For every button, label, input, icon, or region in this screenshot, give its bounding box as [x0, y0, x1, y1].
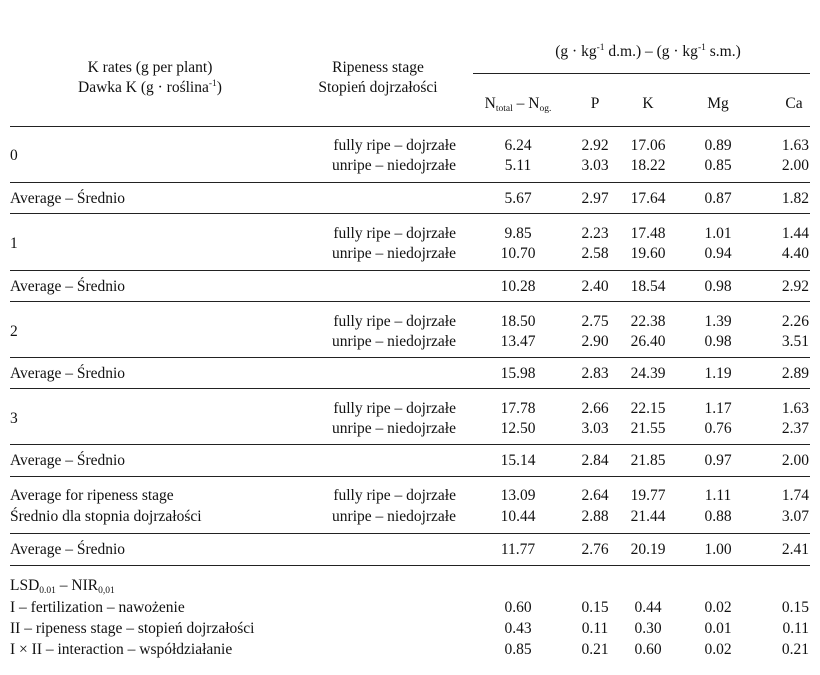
lsd-p: 0.15: [581, 599, 609, 616]
lsd-p: 0.21: [581, 641, 609, 658]
stage-average-label-pl: Średnio dla stopnia dojrzałości: [10, 508, 202, 525]
stage-label: fully ripe – dojrzałe: [333, 137, 456, 154]
stage-label: fully ripe – dojrzałe: [333, 313, 456, 330]
avg-p: 2.40: [581, 278, 609, 295]
cell-k: 17.06: [630, 137, 666, 154]
header-k-rates-pl: Dawka K (g · roślina$^{-1}$): [78, 79, 222, 96]
cell-p: 2.90: [581, 333, 609, 350]
rule: [10, 357, 810, 358]
avg-mg: 1.00: [704, 541, 732, 558]
cell-ca: 2.37: [781, 420, 809, 437]
avg-p: 2.83: [581, 365, 609, 382]
stage-label: unripe – niedojrzałe: [332, 420, 456, 437]
lsd-k: 0.44: [634, 599, 662, 616]
grand-average-label: Average – Średnio: [10, 541, 126, 558]
lsd-mg: 0.02: [704, 599, 732, 616]
rule: [10, 444, 810, 445]
cell-n: 13.47: [500, 333, 536, 350]
average-label: Average – Średnio: [10, 278, 126, 295]
avg-ca: 2.41: [781, 541, 809, 558]
stage-average-label-en: Average for ripeness stage: [10, 487, 174, 504]
avg-n: 15.98: [500, 365, 536, 382]
stage-label: unripe – niedojrzałe: [332, 508, 456, 525]
cell-n: 17.78: [500, 400, 536, 417]
header-ripeness-pl: Stopień dojrzałości: [318, 79, 438, 96]
lsd-mg: 0.01: [704, 620, 732, 637]
cell-mg: 1.11: [704, 487, 732, 504]
cell-n: 10.70: [500, 245, 536, 262]
header-ripeness-en: Ripeness stage: [332, 59, 424, 76]
lsd-ca: 0.21: [781, 641, 809, 658]
cell-n: 5.11: [504, 157, 532, 174]
cell-mg: 0.76: [704, 420, 732, 437]
cell-ca: 3.51: [781, 333, 809, 350]
cell-k: 19.77: [630, 487, 666, 504]
avg-n: 15.14: [500, 452, 536, 469]
cell-p: 2.23: [581, 225, 609, 242]
stage-label: unripe – niedojrzałe: [332, 333, 456, 350]
cell-ca: 4.40: [781, 245, 809, 262]
lsd-mg: 0.02: [704, 641, 732, 658]
cell-mg: 0.98: [704, 333, 732, 350]
avg-n: 11.77: [500, 541, 536, 558]
avg-ca: 2.00: [781, 452, 809, 469]
rule: [10, 388, 810, 389]
stage-label: fully ripe – dojrzałe: [333, 487, 456, 504]
header-k-col: K: [642, 95, 654, 112]
avg-k: 20.19: [630, 541, 666, 558]
cell-ca: 1.44: [781, 225, 809, 242]
cell-k: 22.38: [630, 313, 666, 330]
header-subrule: [473, 73, 810, 74]
avg-k: 24.39: [630, 365, 666, 382]
cell-mg: 0.94: [704, 245, 732, 262]
avg-p: 2.76: [581, 541, 609, 558]
cell-n: 10.44: [500, 508, 536, 525]
avg-ca: 2.89: [781, 365, 809, 382]
cell-p: 2.88: [581, 508, 609, 525]
avg-n: 5.67: [504, 190, 532, 207]
rule-header-bottom: [10, 126, 810, 127]
cell-ca: 1.63: [781, 137, 809, 154]
cell-k: 18.22: [630, 157, 666, 174]
lsd-ca: 0.11: [782, 620, 809, 637]
stage-label: fully ripe – dojrzałe: [333, 400, 456, 417]
rule: [10, 182, 810, 183]
cell-mg: 0.89: [704, 137, 732, 154]
cell-ca: 1.63: [781, 400, 809, 417]
avg-ca: 2.92: [781, 278, 809, 295]
lsd-p: 0.11: [581, 620, 609, 637]
rule: [10, 270, 810, 271]
avg-mg: 0.98: [704, 278, 732, 295]
avg-ca: 1.82: [781, 190, 809, 207]
cell-k: 21.44: [630, 508, 666, 525]
cell-p: 2.75: [581, 313, 609, 330]
header-n-col: $N_{total} - N_{og.}$: [484, 95, 552, 114]
header-ca-col: Ca: [785, 95, 803, 112]
avg-n: 10.28: [500, 278, 536, 295]
cell-mg: 1.01: [704, 225, 732, 242]
header-units: ($g \cdot kg^{-1}$ $d.m.) - (g \cdot kg^{-1}$ s.m.): [555, 43, 741, 60]
cell-n: 12.50: [500, 420, 536, 437]
cell-mg: 0.85: [704, 157, 732, 174]
avg-mg: 1.19: [704, 365, 732, 382]
rate-label: 3: [10, 410, 18, 427]
cell-mg: 0.88: [704, 508, 732, 525]
lsd-row-label: I – fertilization – nawożenie: [10, 599, 185, 616]
cell-n: 13.09: [500, 487, 536, 504]
rule: [10, 533, 810, 534]
cell-p: 2.64: [581, 487, 609, 504]
lsd-k: 0.60: [634, 641, 662, 658]
avg-mg: 0.97: [704, 452, 732, 469]
avg-k: 18.54: [630, 278, 666, 295]
rule: [10, 476, 810, 477]
stage-label: fully ripe – dojrzałe: [333, 225, 456, 242]
average-label: Average – Średnio: [10, 365, 126, 382]
cell-k: 21.55: [630, 420, 666, 437]
cell-k: 17.48: [630, 225, 666, 242]
stage-label: unripe – niedojrzałe: [332, 157, 456, 174]
avg-k: 21.85: [630, 452, 666, 469]
cell-p: 2.58: [581, 245, 609, 262]
average-label: Average – Średnio: [10, 452, 126, 469]
avg-p: 2.84: [581, 452, 609, 469]
lsd-ca: 0.15: [781, 599, 809, 616]
cell-p: 2.66: [581, 400, 609, 417]
stage-label: unripe – niedojrzałe: [332, 245, 456, 262]
header-k-rates-en: K rates (g per plant): [87, 59, 213, 76]
header-p-col: P: [590, 95, 600, 112]
cell-p: 3.03: [581, 157, 609, 174]
cell-p: 3.03: [581, 420, 609, 437]
cell-n: 6.24: [504, 137, 532, 154]
cell-ca: 3.07: [781, 508, 809, 525]
cell-ca: 2.26: [781, 313, 809, 330]
cell-mg: 1.39: [704, 313, 732, 330]
header-mg-col: Mg: [707, 95, 729, 112]
lsd-row-label: II – ripeness stage – stopień dojrzałości: [10, 620, 255, 637]
rule: [10, 213, 810, 214]
rule: [10, 301, 810, 302]
lsd-row-label: I × II – interaction – współdziałanie: [10, 641, 233, 658]
cell-k: 26.40: [630, 333, 666, 350]
rate-label: 1: [10, 235, 18, 252]
cell-k: 19.60: [630, 245, 666, 262]
lsd-n: 0.60: [504, 599, 532, 616]
avg-p: 2.97: [581, 190, 609, 207]
average-label: Average – Średnio: [10, 190, 126, 207]
cell-mg: 1.17: [704, 400, 732, 417]
lsd-k: 0.30: [634, 620, 662, 637]
cell-ca: 1.74: [781, 487, 809, 504]
cell-n: 9.85: [504, 225, 532, 242]
cell-k: 22.15: [630, 400, 666, 417]
lsd-n: 0.43: [504, 620, 532, 637]
avg-k: 17.64: [630, 190, 666, 207]
avg-mg: 0.87: [704, 190, 732, 207]
cell-n: 18.50: [500, 313, 536, 330]
lsd-n: 0.85: [504, 641, 532, 658]
lsd-title: $LSD_{0.01} - NIR_{0,01}$: [10, 577, 115, 596]
rule: [10, 565, 810, 566]
rate-label: 2: [10, 323, 18, 340]
rate-label: 0: [10, 147, 18, 164]
cell-p: 2.92: [581, 137, 609, 154]
cell-ca: 2.00: [781, 157, 809, 174]
